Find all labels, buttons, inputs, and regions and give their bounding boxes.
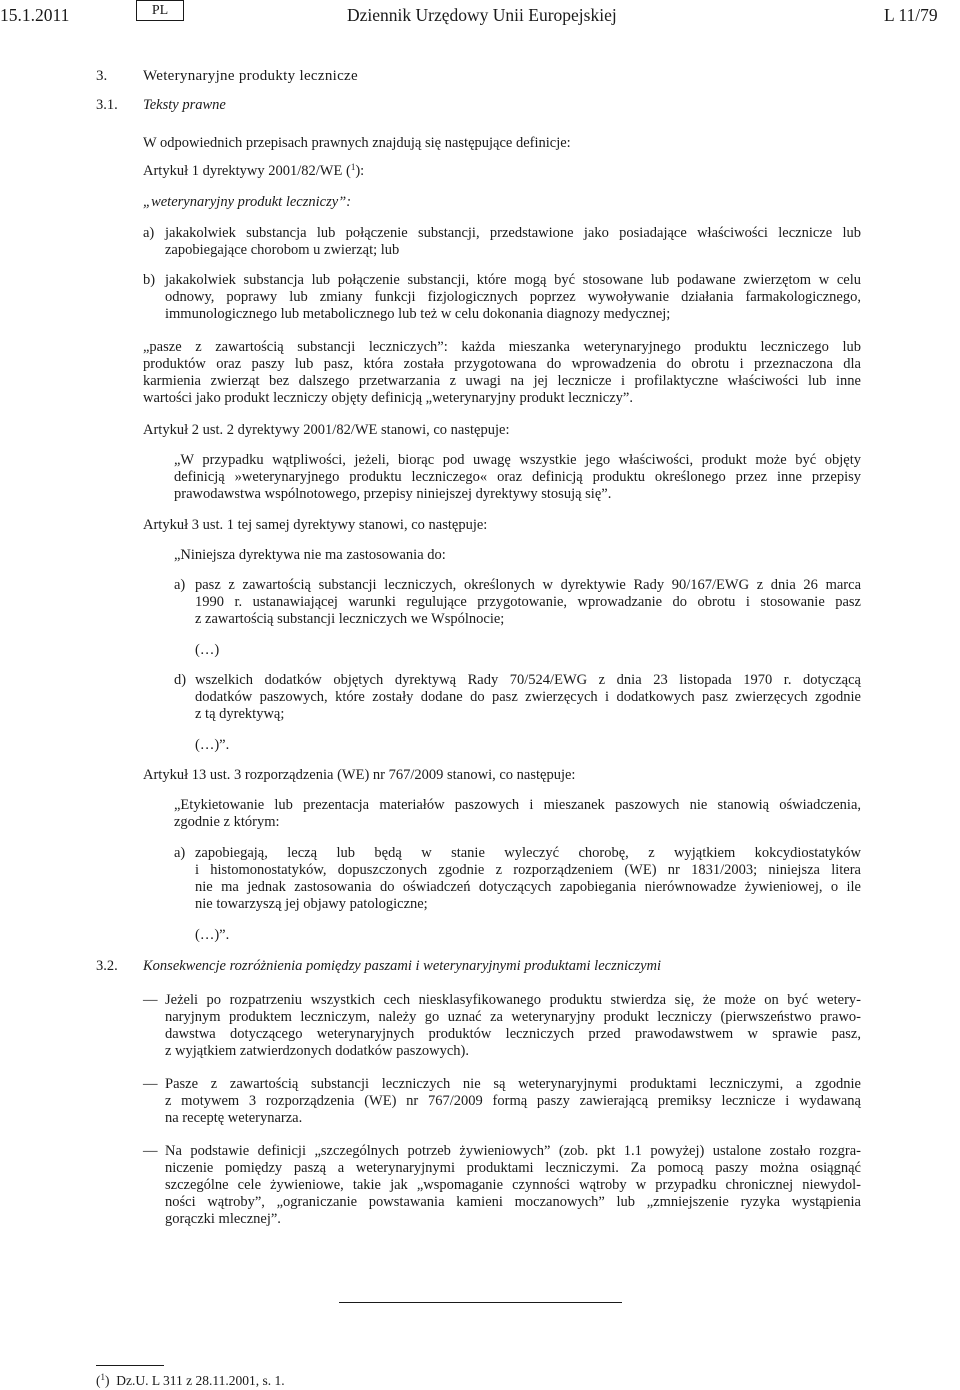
list-item-text: z tą dyrektywą; [195,706,285,722]
list-item-text: 1990 r. ustanawiającej warunki regulujące przygotowanie, wprowadzanie do obrotu i stosowanie pasz [195,594,861,610]
list-marker: a) [143,225,155,241]
bullet-text: Jeżeli po rozpatrzeniu wszystkich cech niesklasyfikowanego produktu stwierdza się, że może on być wetery- [165,992,861,1008]
footnote: ($^1$) Dz.U. L 311 z 28.11.2001, s. 1. [96,1372,285,1388]
bullet-text: Na podstawie definicji „szczególnych potrzeb żywieniowych” (zob. pkt 1.1 powyżej) ustalone zostało rozgra- [165,1143,861,1159]
quote-paragraph: prawodawstwa wspólnotowego, przepisy niniejszej dyrektywy stosują się”. [174,486,612,502]
footnote-marker: 1 [350,162,356,172]
quote-paragraph: zgodnie z którym: [174,814,280,830]
list-item-text: nie ma jednak zastosowania do oświadczeń dotyczących zapobiegania nierównowadze żywieniowej, o ile [195,879,861,895]
journal-title: Dziennik Urzędowy Unii Europejskiej [347,5,617,25]
list-marker: a) [174,577,186,593]
footnote-separator [96,1365,164,1366]
article-3-reference: Artykuł 3 ust. 1 tej samej dyrektywy stanowi, co następuje: [143,517,488,533]
bullet-dash: — [143,1143,158,1159]
quote-paragraph: definicją »weterynaryjnego produktu leczniczego« oraz definicją produktu określonego przez inne przepisy [174,469,861,485]
list-item-text: wszelkich dodatków objętych dyrektywą Rady 70/524/EWG z dnia 23 listopada 1970 r. dotyczącą [195,672,861,688]
bullet-dash: — [143,1076,158,1092]
bullet-text: dawstwa dotyczącego weterynaryjnych produktów leczniczych przed prawodawstwem w sprawie pasz, [165,1026,861,1042]
list-item-text: pasz z zawartością substancji leczniczych, określonych w dyrektywie Rady 90/167/EWG z dnia 26 marca [195,577,861,593]
definition-paragraph: karmienia zwierząt bez dalszego przetwarzania z uwagi na jej lecznicze i profilaktyczne właściwości lub inne [143,373,861,389]
list-item-text: jakakolwiek substancja lub połączenie substancji, które mogą być stosowane lub podawane zwierzętom w celu [165,272,861,288]
subsection-title: Konsekwencje rozróżnienia pomiędzy paszami i weterynaryjnymi produktami leczniczymi [143,958,662,974]
bullet-text: na receptę weterynarza. [165,1110,303,1126]
list-marker: a) [174,845,186,861]
section-title: Weterynaryjne produkty lecznicze [143,68,358,84]
language-badge: PL [136,0,184,21]
list-item-text: zapobiegają, leczą lub będą w stanie wyleczyć chorobę, z wyjątkiem kokcydiostatyków [195,845,861,861]
list-item-text: immunologicznego lub metabolicznego lub też w celu dokonania diagnozy medycznej; [165,306,671,322]
ellipsis: (…)”. [195,737,230,753]
quote-paragraph: „W przypadku wątpliwości, jeżeli, biorąc pod uwagę wszystkie jego właściwości, produkt może być objęty [174,452,861,468]
ellipsis: (…)”. [195,927,230,943]
ellipsis: (…) [195,642,220,658]
list-item-text: jakakolwiek substancja lub połączenie substancji, przedstawione jako posiadające właściwości lecznicze lub [165,225,861,241]
definition-label: „weterynaryjny produkt leczniczy”: [143,194,352,210]
list-item-text: nie towarzyszą jej objawy patologiczne; [195,896,428,912]
subsection-number: 3.2. [96,958,118,974]
bullet-dash: — [143,992,158,1008]
list-item-text: odnowy, poprawy lub zmiany funkcji fizjologicznych poprzez wywoływanie działania farmakologicznego, [165,289,861,305]
bullet-text: gorączki mlecznej”. [165,1211,281,1227]
section-number: 3. [96,68,108,84]
bullet-text: niczenie pomiędzy paszą a weterynaryjnymi produktami leczniczymi. Za pomocą paszy można osiągnąć [165,1160,861,1176]
list-item-text: i histomonostatyków, dopuszczonych zgodnie z rozporządzeniem (WE) nr 1831/2003; niniejsza litera [195,862,861,878]
list-marker: b) [143,272,156,288]
definition-paragraph: „pasze z zawartością substancji leczniczych”: każda mieszanka weterynaryjnego produktu leczniczego lub [143,339,861,355]
definition-paragraph: wartości jako produkt leczniczy objęty definicją „weterynaryjny produkt leczniczy”. [143,390,633,406]
article-1-reference: Artykuł 1 dyrektywy 2001/82/WE ($^1$): [143,162,365,179]
bullet-text: z wyjątkiem zatwierdzonych dodatków paszowych). [165,1043,469,1059]
list-item-text: z zawartością substancji leczniczych we Wspólnocie; [195,611,505,627]
definition-paragraph: produktów oraz paszy lub pasz, która została przygotowana do wprowadzenia do obrotu i przeznaczona dla [143,356,861,372]
bullet-text: naryjnym produktem leczniczym, należy go uznać za weterynaryjny produkt leczniczy (pierwszeństwo prawo- [165,1009,861,1025]
article-13-reference: Artykuł 13 ust. 3 rozporządzenia (WE) nr 767/2009 stanowi, co następuje: [143,767,576,783]
quote-paragraph: „Etykietowanie lub prezentacja materiałów paszowych i mieszanek paszowych nie stanowią oświadczenia, [174,797,861,813]
subsection-title: Teksty prawne [143,97,226,113]
end-of-text-rule [339,1302,622,1303]
page-reference: L 11/79 [884,5,938,25]
list-item-text: dodatków paszowych, które zostały dodane do pasz zwierzęcych i dodatkowych pasz zwierzęcych zgodnie [195,689,861,705]
subsection-number: 3.1. [96,97,118,113]
issue-date: 15.1.2011 [0,5,70,25]
list-marker: d) [174,672,187,688]
quote-intro: „Niniejsza dyrektywa nie ma zastosowania do: [174,547,446,563]
article-2-reference: Artykuł 2 ust. 2 dyrektywy 2001/82/WE stanowi, co następuje: [143,422,510,438]
bullet-text: Pasze z zawartością substancji leczniczych nie są weterynaryjnymi produktami leczniczymi, a zgodnie [165,1076,861,1092]
list-item-text: zapobiegające chorobom u zwierząt; lub [165,242,400,258]
bullet-text: z motywem 3 rozporządzenia (WE) nr 767/2009 formą paszy zawierającą premiksy lecznicze i wydawaną [165,1093,861,1109]
intro-paragraph: W odpowiednich przepisach prawnych znajdują się następujące definicje: [143,135,571,151]
bullet-text: ności wątroby”, „ograniczanie powstawania kamieni moczanowych” lub „zmniejszenie ryzyka wystąpienia [165,1194,861,1210]
bullet-text: szczególne cele żywieniowe, takie jak „wspomaganie czynności wątroby w przypadku chronicznej niewydol- [165,1177,861,1193]
footnote-number: 1 [100,1372,105,1382]
